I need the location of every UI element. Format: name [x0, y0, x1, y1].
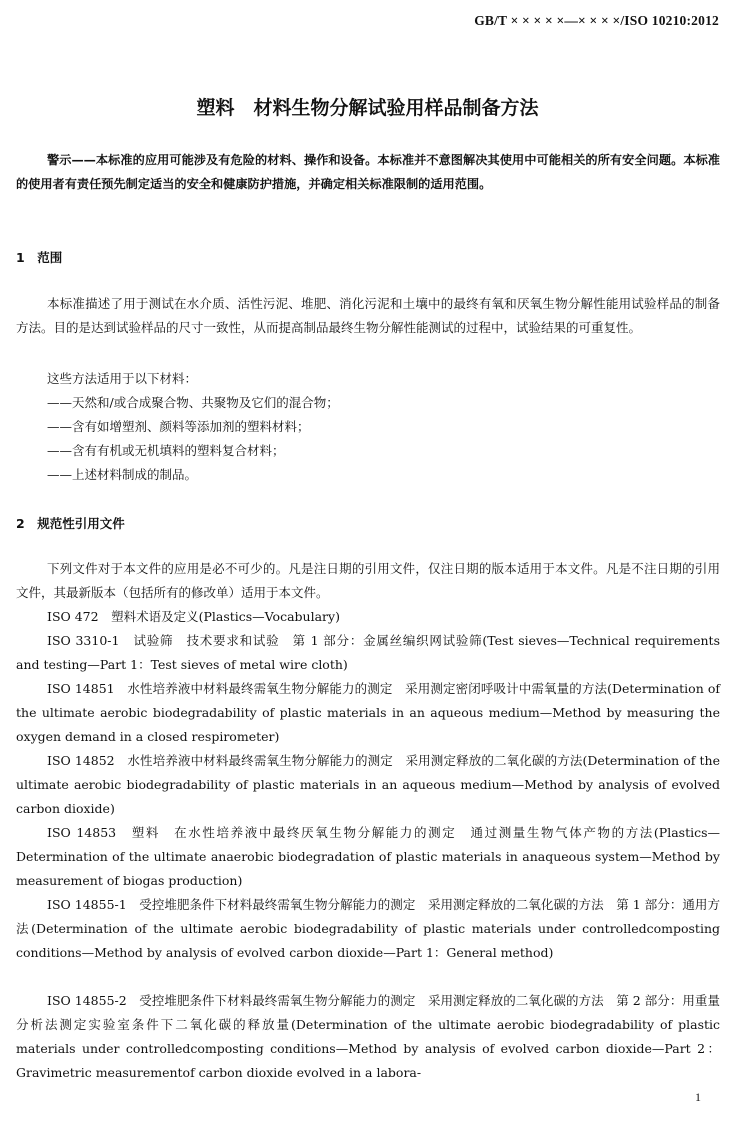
- material-item: ——含有有机或无机填料的塑料复合材料；: [47, 443, 285, 458]
- standard-number-header: GB/T × × × × ×—× × × ×/ISO 10210:2012: [474, 13, 719, 28]
- page-number: 1: [695, 1090, 701, 1104]
- normative-intro-paragraph: 下列文件对于本文件的应用是必不可少的。凡是注日期的引用文件，仅注日期的版本适用于本文件。凡是不注日期的引用文件，其最新版本（包括所有的修改单）适用于本文件。: [16, 561, 720, 600]
- applies-to-line: 这些方法适用于以下材料：: [47, 371, 198, 386]
- reference-entry: ISO 14855-2 受控堆肥条件下材料最终需氧生物分解能力的测定 采用测定释放的二氧化碳的方法 第 2 部分：用重量分析法测定实验室条件下二氧化碳的释放量(Determination of the ultimate aerobic biodegradability of plastic materials under controlledcomposting conditions—Method by analysis of evolved carbon dioxide—Part 2：Gravimetric measurementof carbon dioxide evolved in a labora-: [16, 993, 720, 1080]
- scope-paragraph: 本标准描述了用于测试在水介质、活性污泥、堆肥、消化污泥和土壤中的最终有氧和厌氧生物分解性能用试验样品的制备方法。目的是达到试验样品的尺寸一致性，从而提高制品最终生物分解性能测试的过程中，试验结果的可重复性。: [16, 296, 720, 335]
- reference-entry: ISO 14852 水性培养液中材料最终需氧生物分解能力的测定 采用测定释放的二氧化碳的方法(Determination of the ultimate aerobic biodegradability of plastic materials in an aqueous medium—Method by analysis of evolved carbon dioxide): [16, 753, 720, 816]
- reference-entry: ISO 14855-1 受控堆肥条件下材料最终需氧生物分解能力的测定 采用测定释放的二氧化碳的方法 第 1 部分：通用方法(Determination of the ultimate aerobic biodegradability of plastic materials under controlledcomposting conditions—Method by analysis of evolved carbon dioxide—Part 1：General method): [16, 897, 720, 960]
- document-title: 塑料 材料生物分解试验用样品制备方法: [196, 97, 539, 119]
- warning-paragraph: 警示——本标准的应用可能涉及有危险的材料、操作和设备。本标准并不意图解决其使用中可能相关的所有安全问题。本标准的使用者有责任预先制定适当的安全和健康防护措施，并确定相关标准限制的适用范围。: [16, 153, 720, 191]
- material-item: ——天然和/或合成聚合物、共聚物及它们的混合物；: [47, 395, 339, 410]
- reference-entry: ISO 14851 水性培养液中材料最终需氧生物分解能力的测定 采用测定密闭呼吸计中需氧量的方法(Determination of the ultimate aerobic biodegradability of plastic materials in an aqueous medium—Method by measuring the oxygen demand in a closed respirometer): [16, 681, 720, 744]
- reference-entry: ISO 3310-1 试验筛 技术要求和试验 第 1 部分：金属丝编织网试验筛(Test sieves—Technical requirements and testing—Part 1：Test sieves of metal wire cloth): [16, 633, 720, 672]
- reference-entry: ISO 14853 塑料 在水性培养液中最终厌氧生物分解能力的测定 通过测量生物气体产物的方法(Plastics—Determination of the ultimate anaerobic biodegradation of plastic materials in anaqueous system—Method by measurement of biogas production): [16, 825, 720, 888]
- section-2-heading: 2 规范性引用文件: [16, 516, 125, 531]
- reference-entry: ISO 472 塑料术语及定义(Plastics—Vocabulary): [47, 609, 340, 624]
- material-item: ——上述材料制成的制品。: [47, 467, 198, 482]
- section-1-heading: 1 范围: [16, 250, 63, 265]
- material-item: ——含有如增塑剂、颜料等添加剂的塑料材料；: [47, 419, 310, 434]
